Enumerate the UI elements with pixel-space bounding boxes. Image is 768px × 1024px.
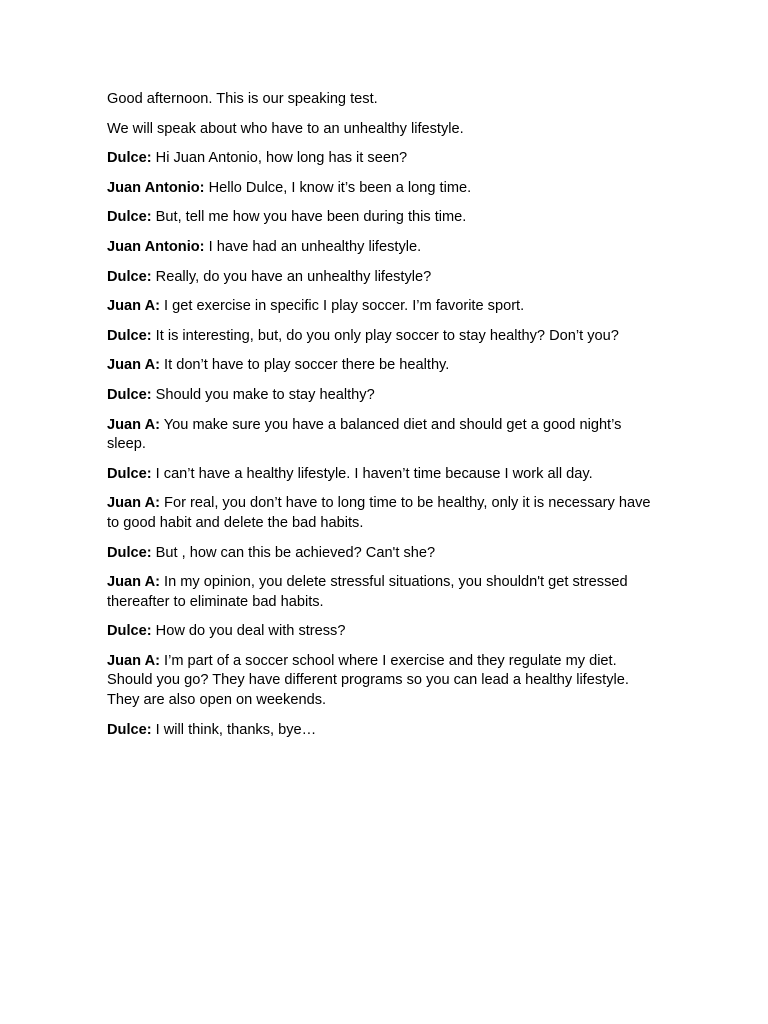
dialogue-text: Really, do you have an unhealthy lifestyle? (151, 268, 432, 285)
dialogue-line (107, 208, 652, 228)
dialogue-line (107, 573, 652, 612)
speaker-name: Juan A: (107, 574, 160, 591)
speaker-name: Dulce: (107, 386, 152, 403)
dialogue-text: I can’t have a healthy lifestyle. I haven’t time because I work all day. (151, 465, 593, 482)
dialogue-text: You make sure you have a balanced diet and should get a good night’s sleep. (107, 416, 622, 453)
intro-line: Good afternoon. This is our speaking test. (107, 91, 378, 107)
intro-line: We will speak about who have to an unhealthy lifestyle. (107, 120, 464, 137)
speaker-name: Dulce: (107, 150, 152, 167)
dialogue-line (107, 465, 652, 485)
dialogue-text: Hi Juan Antonio, how long has it seen? (151, 150, 408, 167)
dialogue-line (107, 238, 652, 258)
dialogue-text: It don’t have to play soccer there be healthy. (159, 357, 450, 374)
dialogue-line (107, 386, 652, 406)
speaker-name: Juan Antonio: (107, 238, 205, 255)
dialogue-text: I will think, thanks, bye… (151, 721, 317, 738)
dialogue-line (107, 149, 652, 169)
speaker-name: Dulce: (107, 465, 152, 482)
dialogue-text: I get exercise in specific I play soccer. I’m favorite sport. (159, 298, 525, 315)
dialogue-line (107, 652, 652, 711)
speaker-name: Juan Antonio: (107, 179, 205, 196)
dialogue-text: But, tell me how you have been during this time. (151, 209, 467, 226)
speaker-name: Juan A: (107, 652, 160, 669)
dialogue-line (107, 544, 652, 564)
dialogue-line (107, 327, 652, 347)
speaker-name: Juan A: (107, 416, 160, 433)
speaker-name: Dulce: (107, 544, 152, 561)
dialogue-line (107, 721, 652, 741)
speaker-name: Juan A: (107, 495, 160, 512)
dialogue-line (107, 268, 652, 288)
speaker-name: Dulce: (107, 209, 152, 226)
document-body (107, 90, 652, 750)
dialogue-line (107, 494, 652, 533)
dialogue-text: I’m part of a soccer school where I exercise and they regulate my diet. Should you go? They have different programs so you can lead a healthy lifestyle. They are also open on weekends. (107, 652, 629, 709)
dialogue-text: For real, you don’t have to long time to be healthy, only it is necessary have to good habit and delete the bad habits. (107, 495, 651, 531)
speaker-name: Dulce: (107, 623, 152, 640)
dialogue-text: How do you deal with stress? (151, 623, 346, 640)
dialogue-text: But , how can this be achieved? Can't she? (151, 544, 436, 561)
speaker-name: Dulce: (107, 268, 152, 285)
speaker-name: Dulce: (107, 327, 152, 344)
dialogue-line (107, 297, 652, 317)
dialogue-line (107, 622, 652, 642)
dialogue-text: Should you make to stay healthy? (151, 386, 375, 403)
dialogue-text: Hello Dulce, I know it’s been a long time. (204, 179, 472, 196)
dialogue-text: It is interesting, but, do you only play soccer to stay healthy? Don’t you? (151, 327, 619, 344)
dialogue-line (107, 356, 652, 376)
dialogue-line (107, 179, 652, 199)
speaker-name: Dulce: (107, 721, 152, 738)
speaker-name: Juan A: (107, 298, 160, 315)
dialogue-text: I have had an unhealthy lifestyle. (204, 238, 422, 255)
dialogue-line (107, 416, 652, 455)
speaker-name: Juan A: (107, 357, 160, 374)
dialogue-text: In my opinion, you delete stressful situations, you shouldn't get stressed thereafter to eliminate bad habits. (107, 574, 628, 610)
